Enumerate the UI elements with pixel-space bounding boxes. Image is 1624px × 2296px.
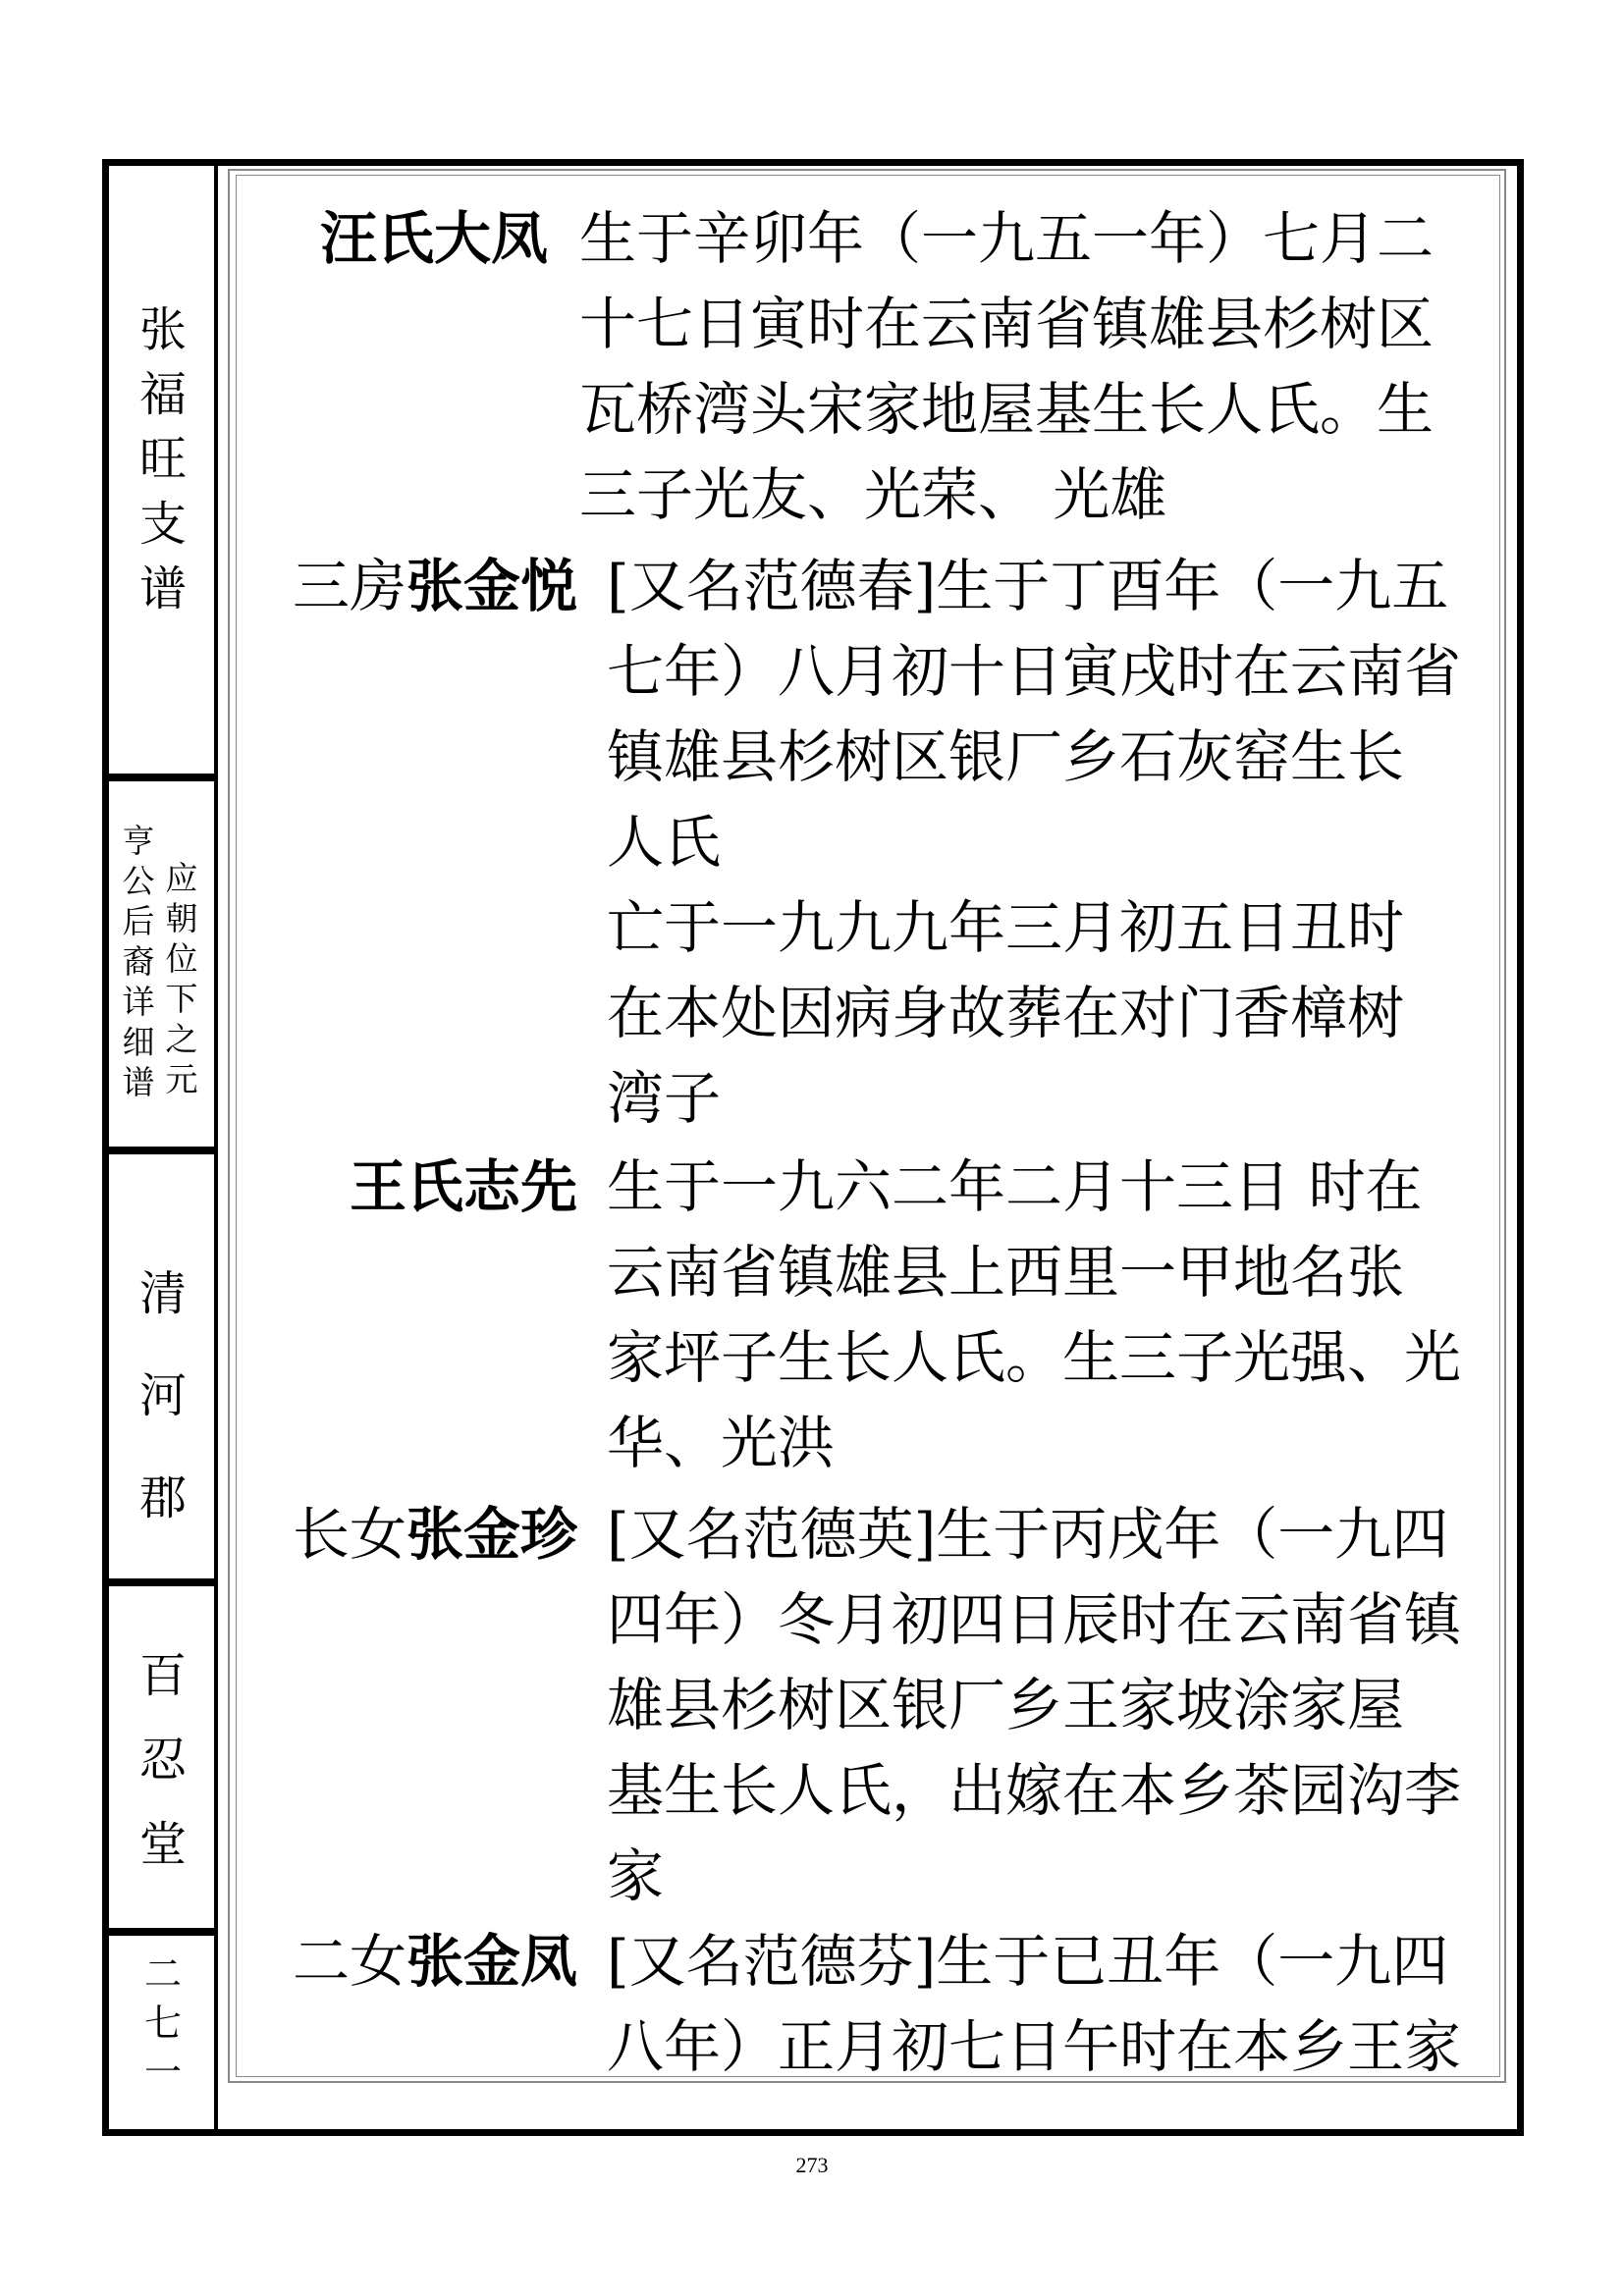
subtitle-char: 详 [122, 983, 155, 1021]
page-number-chinese [108, 1949, 218, 2097]
entry-line: 华、光洪 [607, 1410, 836, 1476]
entry-line: 家 [607, 1842, 665, 1909]
prefecture-name [108, 1243, 218, 1549]
entry-text [607, 544, 1461, 1142]
entry-name [255, 1919, 577, 2004]
entry-line: 生于辛卯年（一九五一年）七月二 [579, 205, 1435, 272]
hall-name [108, 1633, 218, 1887]
subtitle-char: 细 [122, 1023, 155, 1061]
prefecture-char: 郡 [138, 1470, 187, 1525]
entry-line: 云南省镇雄县上西里一甲地名张 [607, 1239, 1405, 1306]
entry-name [275, 196, 548, 282]
entry-person-name: 王氏志先 [349, 1153, 577, 1220]
page-cn-char: 七 [143, 2002, 182, 2045]
entry-line: 湾子 [607, 1065, 722, 1132]
book-title [108, 297, 218, 621]
hall-char: 百 [138, 1648, 187, 1703]
subtitle-char: 裔 [122, 942, 155, 981]
sidebar-subtitle-box [108, 777, 218, 1150]
subtitle-col-left [118, 821, 159, 1102]
entry-prefix: 二女 [292, 1928, 406, 1995]
entry-person-name: 张金凤 [406, 1928, 577, 1995]
subtitle-char: 亨 [122, 822, 155, 860]
entry-line: 雄县杉树区银厂乡王家坡涂家屋 [607, 1672, 1405, 1738]
entry-text [607, 1919, 1461, 2090]
subtitle-char: 元 [165, 1060, 198, 1098]
entry-line: 瓦桥湾头宋家地屋基生长人氏。生 [579, 376, 1435, 443]
entry-line: 亡于一九九九年三月初五日丑时 [607, 894, 1405, 961]
entry-line: [又名范德英]生于丙戌年（一九四 [607, 1501, 1449, 1568]
page-cn-char: 二 [143, 1952, 182, 1996]
entry-line: 基生长人氏，出嫁在本乡茶园沟李 [607, 1757, 1462, 1824]
entry-prefix: 长女 [292, 1501, 406, 1568]
entry-person-name: 汪氏大凤 [319, 205, 548, 272]
page-cn-char: 一 [143, 2051, 182, 2094]
entry-line: 生于一九六二年二月十三日 时在 [607, 1153, 1423, 1220]
entry-person-name: 张金悦 [406, 553, 577, 619]
subtitle-char: 后 [122, 902, 155, 940]
entry-text [607, 1145, 1461, 1486]
entry-line: 镇雄县杉树区银厂乡石灰窑生长 [607, 723, 1405, 790]
subtitle-char: 谱 [122, 1063, 155, 1101]
subtitle-char: 位 [165, 939, 198, 978]
book-title-char: 旺 [138, 432, 187, 487]
entry-name [255, 544, 577, 629]
book-title-char: 支 [138, 497, 187, 552]
page-number: 273 [795, 2153, 829, 2177]
subtitle-char: 朝 [165, 899, 198, 937]
hall-char: 忍 [138, 1733, 187, 1788]
subtitle-char: 之 [165, 1020, 198, 1058]
book-title-char: 张 [138, 302, 187, 357]
sidebar-book-title-box [108, 165, 218, 777]
entry-line: 三子光友、光荣、 光雄 [579, 461, 1167, 528]
subtitle-char: 应 [165, 859, 198, 897]
entry-line: 家坪子生长人氏。生三子光强、光 [607, 1324, 1462, 1391]
subtitle-char: 下 [165, 980, 198, 1018]
entry-name [295, 1145, 577, 1230]
book-title-char: 福 [138, 367, 187, 422]
entry-line: 八年）正月初七日午时在本乡王家 [607, 2013, 1462, 2080]
sidebar-hall-box [108, 1582, 218, 1932]
entry-text [607, 1492, 1461, 1919]
entry-text [579, 196, 1434, 538]
sidebar-page-box [108, 1932, 218, 2130]
subtitle-char: 公 [122, 862, 155, 900]
entry-line: 在本处因病身故葬在对门香樟树 [607, 980, 1405, 1046]
entry-line: 人氏 [607, 809, 722, 876]
entry-line: [又名范德芬]生于已丑年（一九四 [607, 1928, 1449, 1995]
subtitle [118, 821, 202, 1102]
entry-line: 四年）冬月初四日辰时在云南省镇 [607, 1586, 1462, 1653]
prefecture-char: 清 [138, 1266, 187, 1321]
subtitle-col-right [161, 821, 202, 1102]
prefecture-char: 河 [138, 1368, 187, 1423]
sidebar-prefecture-box [108, 1150, 218, 1582]
entry-line: 十七日寅时在云南省镇雄县杉树区 [579, 291, 1435, 357]
book-title-char: 谱 [138, 561, 187, 616]
entry-line: [又名范德春]生于丁酉年（一九五 [607, 553, 1449, 619]
hall-char: 堂 [138, 1817, 187, 1872]
entry-line: 七年）八月初十日寅戌时在云南省 [607, 638, 1462, 705]
entry-name [255, 1492, 577, 1577]
entry-prefix: 三房 [292, 553, 406, 619]
entry-person-name: 张金珍 [406, 1501, 577, 1568]
